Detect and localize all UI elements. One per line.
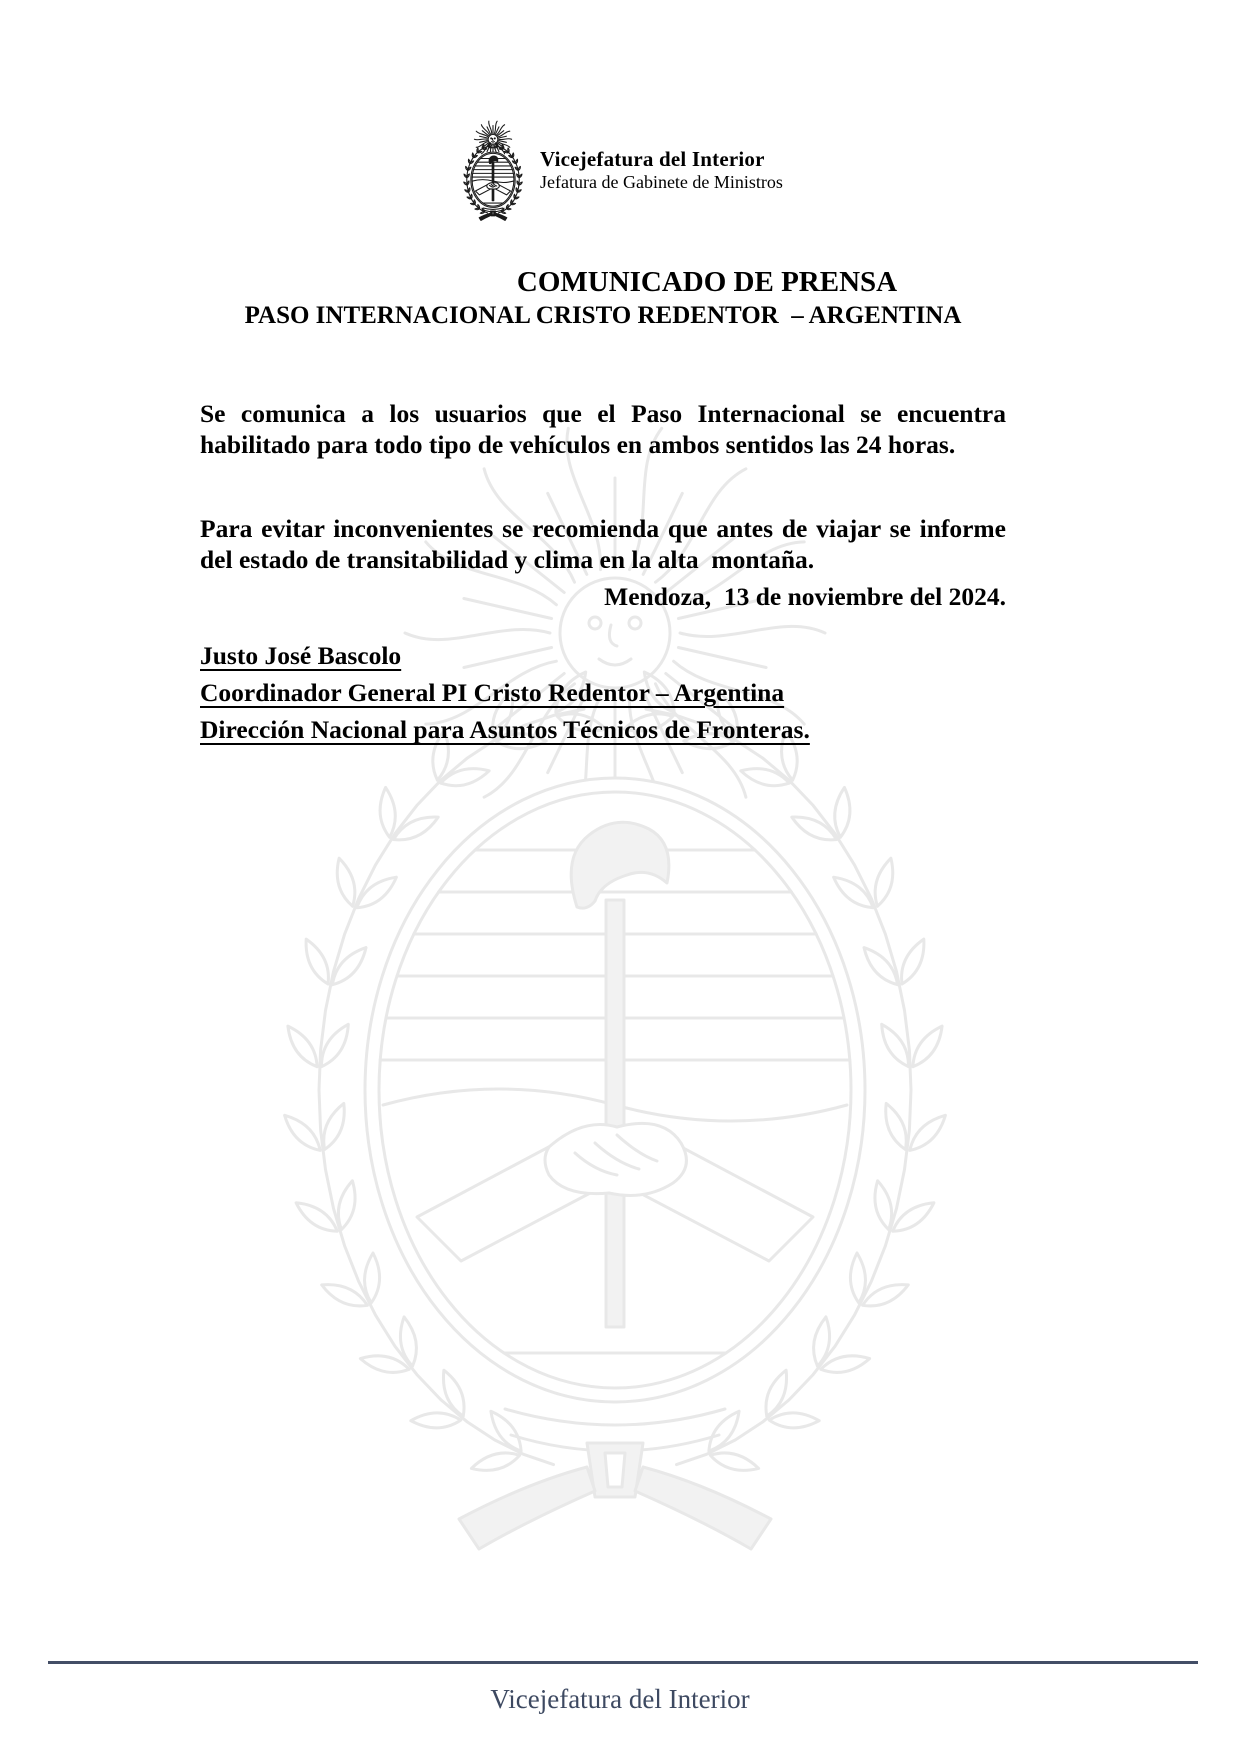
document-body <box>200 0 1013 1755</box>
signature-block <box>200 637 810 748</box>
document-subtitle: PASO INTERNACIONAL CRISTO REDENTOR – ARGENTINA <box>244 302 962 329</box>
org-name: Vicejefatura del Interior <box>540 147 765 171</box>
footer-org-name: Vicejefatura del Interior <box>490 1684 750 1714</box>
document-title-block <box>200 266 1006 332</box>
dateline: Mendoza, 13 de noviembre del 2024. <box>604 582 1006 611</box>
paragraph-recommendation: Para evitar inconvenientes se recomienda que antes de viajar se informe del estado de transitabilidad y clima en la alta montaña. <box>200 513 1013 574</box>
signature-role: Coordinador General PI Cristo Redentor – Argentina <box>200 678 785 707</box>
footer-rule <box>48 1661 1198 1664</box>
org-subtitle: Jefatura de Gabinete de Ministros <box>540 172 783 192</box>
org-titles <box>540 147 783 193</box>
signature-name: Justo José Bascolo <box>200 641 402 670</box>
document-title: COMUNICADO DE PRENSA <box>516 266 898 298</box>
paragraph-status: Se comunica a los usuarios que el Paso Internacional se encuentra habilitado para todo tipo de vehículos en ambos sentidos las 24 horas. <box>200 398 1013 459</box>
argentina-coat-of-arms-icon <box>462 118 524 222</box>
document-header <box>462 118 783 222</box>
signature-office: Dirección Nacional para Asuntos Técnicos de Fronteras. <box>200 715 810 744</box>
